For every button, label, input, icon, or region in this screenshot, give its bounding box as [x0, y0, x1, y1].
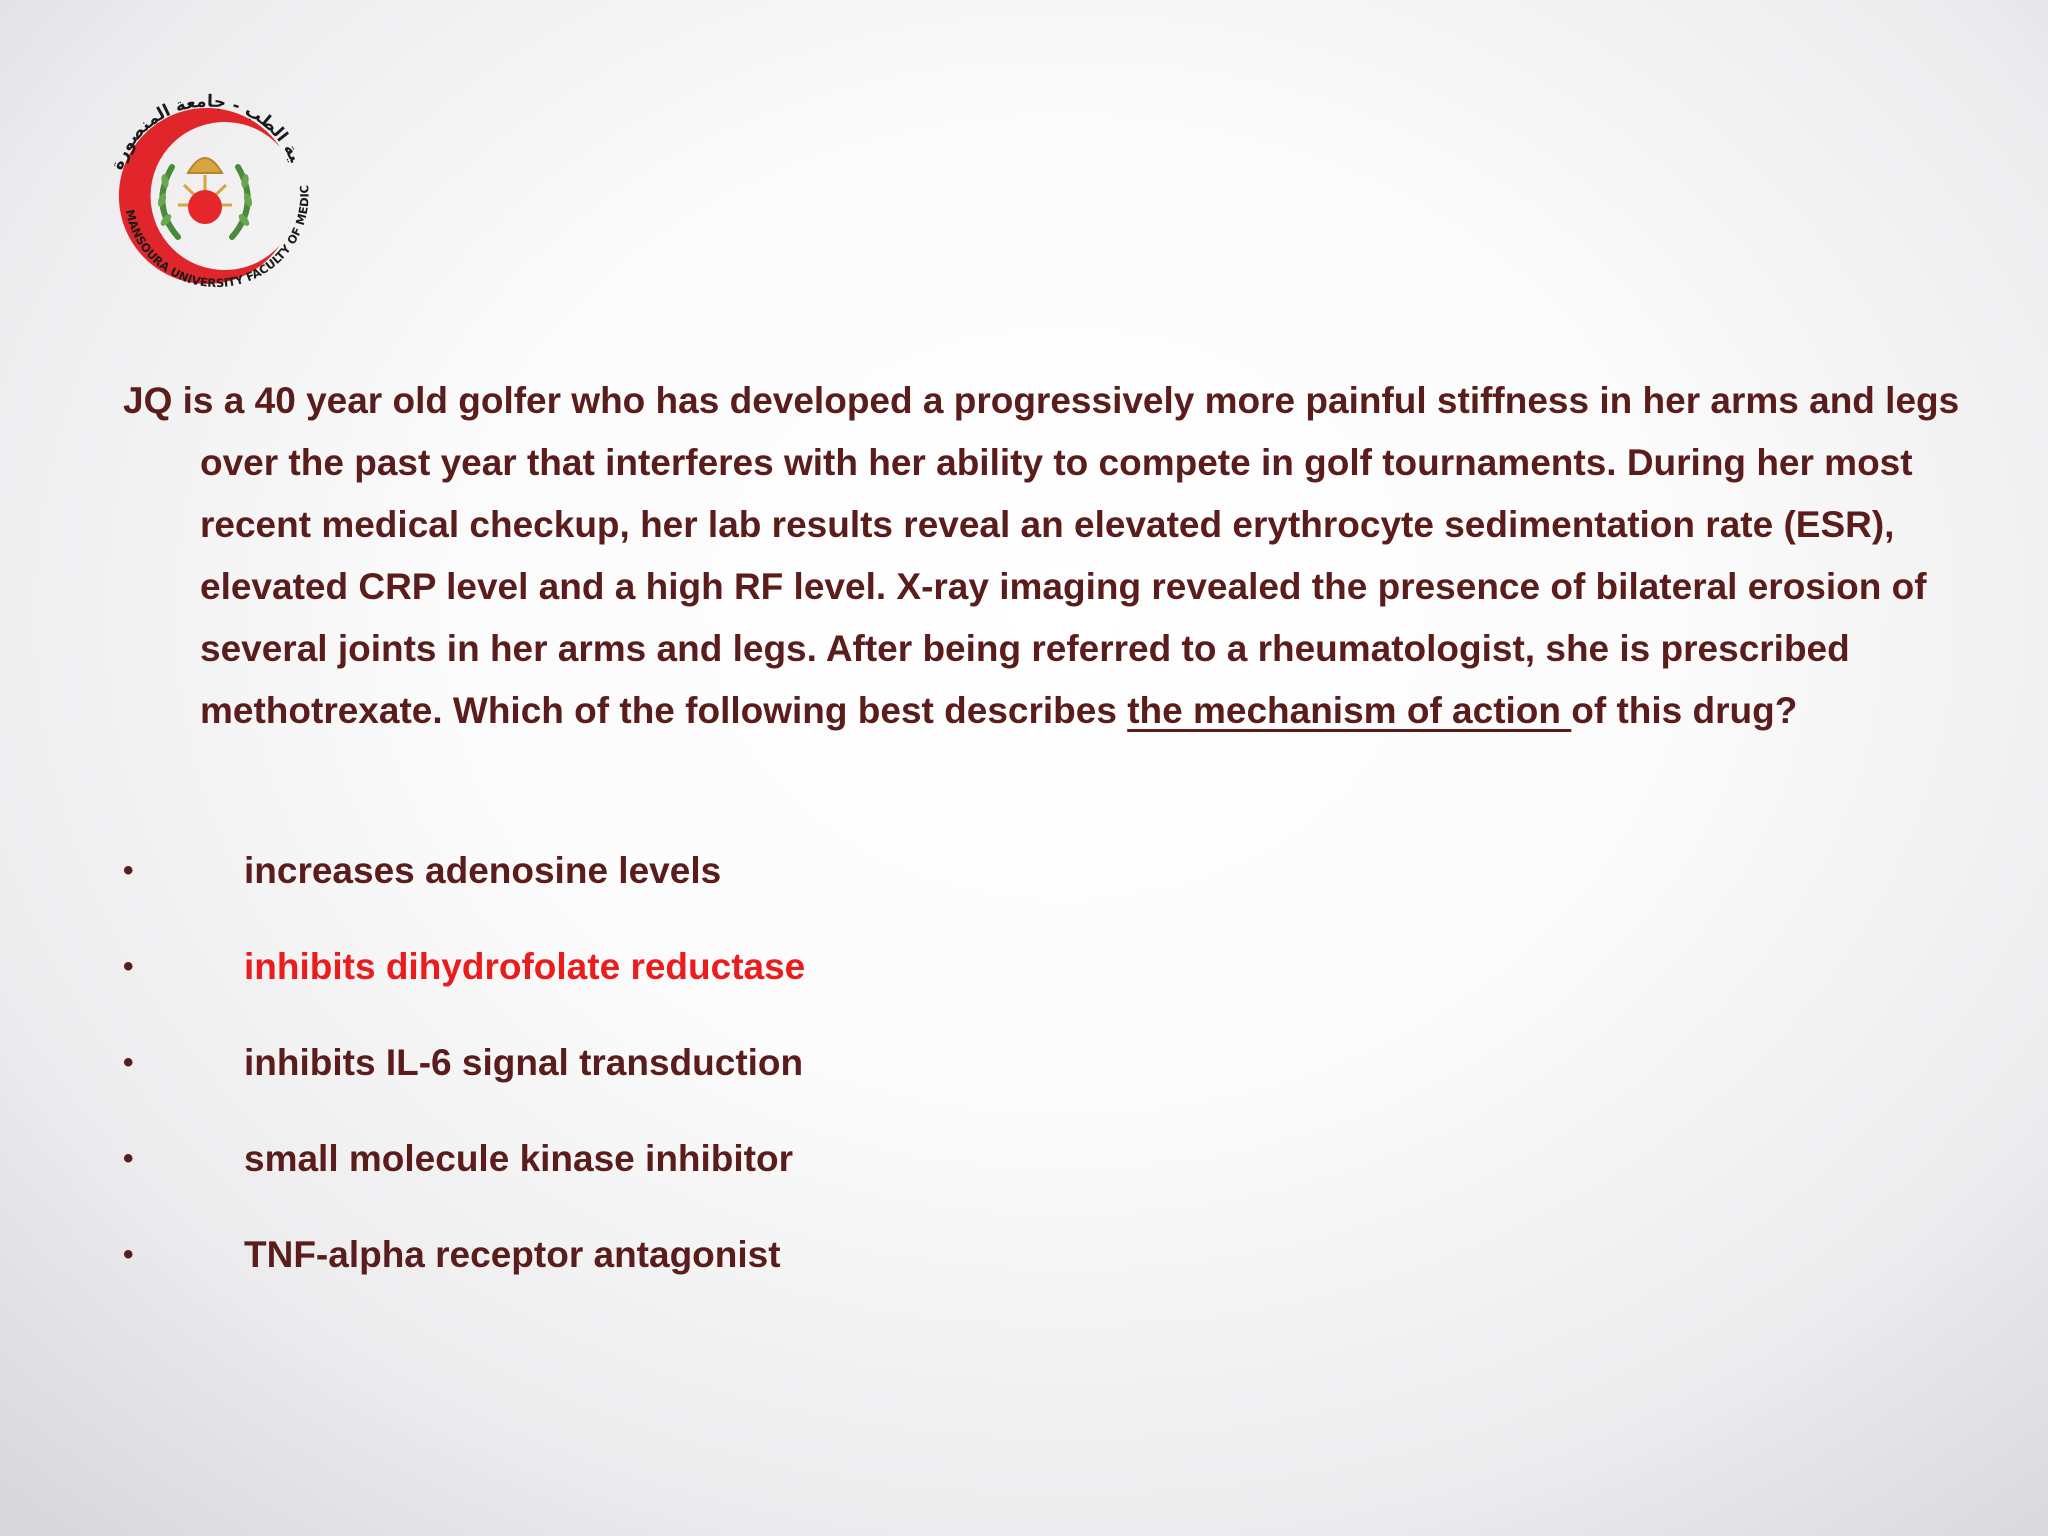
- answer-options-list: [123, 838, 805, 1318]
- answer-option-text: inhibits dihydrofolate reductase: [244, 946, 806, 987]
- answer-option: [123, 838, 805, 934]
- sun-icon: [188, 190, 222, 224]
- answer-option-correct: [123, 934, 805, 1030]
- logo-english-text: MANSOURA UNIVERSITY FACULTY OF MEDIC: [122, 184, 312, 291]
- question-text: [123, 370, 2030, 742]
- answer-option: [123, 1126, 805, 1222]
- bullet-icon: •: [123, 1046, 134, 1079]
- bullet-icon: •: [123, 854, 134, 887]
- question-intro: JQ is a 40 year old golfer who has developed a progressively more painful stiffness in her arms and legs over the past year that interferes with her ability to compete in golf tournaments. During her most recent medical checkup, her lab results reveal an elevated erythrocyte sedimentation rate (ESR), elevated CRP level and a high RF level. X-ray imaging revealed the presence of bilateral erosion of several joints in her arms and legs. After being referred to a rheumatologist, she is prescribed methotrexate. Which of the following best describes: [123, 380, 1960, 731]
- question-underlined-phrase: the mechanism of action: [1127, 690, 1572, 731]
- answer-option: [123, 1222, 805, 1318]
- bullet-icon: •: [123, 1238, 134, 1271]
- answer-option-text: inhibits IL-6 signal transduction: [244, 1042, 804, 1083]
- answer-option-text: TNF-alpha receptor antagonist: [244, 1234, 781, 1275]
- answer-option-text: increases adenosine levels: [244, 850, 722, 891]
- faculty-logo-emblem: [80, 55, 330, 305]
- question-tail: of this drug?: [1571, 690, 1798, 731]
- faculty-logo: [80, 55, 330, 305]
- emblem-icon: [188, 158, 222, 173]
- answer-option-text: small molecule kinase inhibitor: [244, 1138, 794, 1179]
- answer-option: [123, 1030, 805, 1126]
- bullet-icon: •: [123, 1142, 134, 1175]
- bullet-icon: •: [123, 950, 134, 983]
- logo-arabic-text: ية الطب - جامعة المنصورة: [107, 91, 305, 173]
